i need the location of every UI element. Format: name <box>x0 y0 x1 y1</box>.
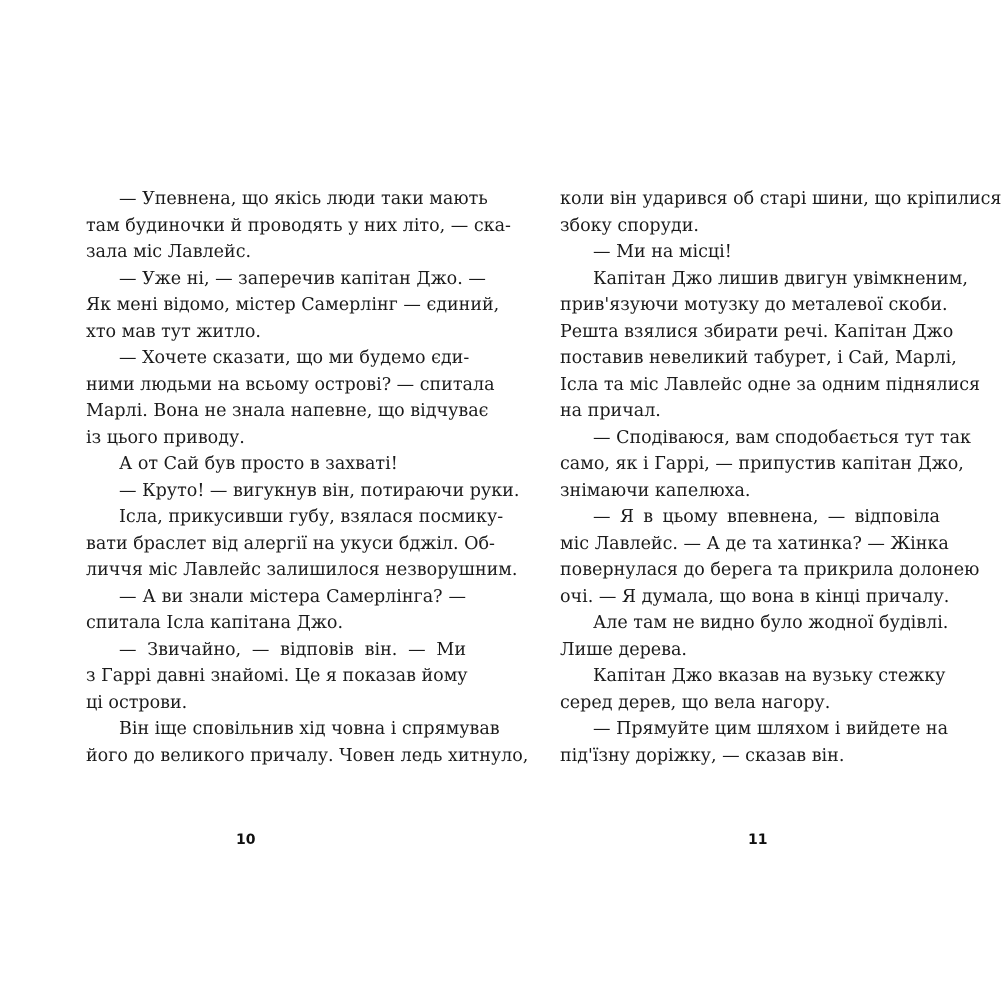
text-line: знімаючи капелюха. <box>560 480 751 501</box>
text-line: Але там не видно було жодної будівлі. <box>593 613 949 633</box>
text-line: ними людьми на всьому острові? — спитала <box>86 374 495 395</box>
text-line: само, як і Гаррі, — припустив капітан Джо, <box>560 454 964 474</box>
text-line: Решта взялися збирати речі. Капітан Джо <box>560 321 954 342</box>
text-line: прив'язуючи мотузку до металевої скоби. <box>560 295 948 315</box>
text-line: зала міс Лавлейс. <box>86 242 252 262</box>
text-line: — Сподіваюся, вам сподобається тут так <box>593 427 971 448</box>
text-line: Ісла, прикусивши губу, взялася посмику- <box>119 507 504 527</box>
text-line: поставив невеликий табурет, і Сай, Марлі, <box>560 348 957 368</box>
text-line: Ісла та міс Лавлейс одне за одним піднялися <box>560 374 981 395</box>
text-line: коли він ударився об старі шини, що кріпилися <box>560 189 1001 209</box>
text-line: Капітан Джо вказав на вузьку стежку <box>593 666 946 686</box>
right-page-text <box>560 186 1001 769</box>
text-line: — Круто! — вигукнув він, потираючи руки. <box>119 480 520 501</box>
text-line: серед дерев, що вела нагору. <box>560 692 831 713</box>
text-line: — Упевнена, що якісь люди таки мають <box>119 189 488 209</box>
text-line: там будиночки й проводять у них літо, — ска- <box>86 215 511 236</box>
text-line: із цього приводу. <box>86 427 245 448</box>
text-line: — А ви знали містера Самерлінга? — <box>119 586 466 607</box>
text-line: — Я в цьому впевнена, — відповіла <box>593 507 940 527</box>
page-number-left: 10 <box>236 832 256 848</box>
text-line: ці острови. <box>86 692 188 713</box>
left-page-text <box>86 186 529 769</box>
text-line: на причал. <box>560 401 661 421</box>
text-line: — Хочете сказати, що ми будемо єди- <box>119 348 470 368</box>
text-line: Як мені відомо, містер Самерлінг — єдиний, <box>86 295 500 315</box>
text-line: А от Сай був просто в захваті! <box>119 454 398 474</box>
text-line: під'їзну доріжку, — сказав він. <box>560 745 845 766</box>
text-line: Капітан Джо лишив двигун увімкненим, <box>593 268 968 289</box>
text-line: личчя міс Лавлейс залишилося незворушним. <box>86 560 518 580</box>
text-line: спитала Ісла капітана Джо. <box>86 613 344 633</box>
text-line: збоку споруди. <box>560 215 699 236</box>
text-line: хто мав тут житло. <box>86 321 261 342</box>
text-line: — Ми на місці! <box>593 242 732 262</box>
text-line: повернулася до берега та прикрила долонею <box>560 560 980 580</box>
text-line: — Прямуйте цим шляхом і вийдете на <box>593 719 949 739</box>
text-line: з Гаррі давні знайомі. Це я показав йому <box>86 666 468 686</box>
text-line: вати браслет від алергії на укуси бджіл. Об- <box>86 533 495 554</box>
text-line: міс Лавлейс. — А де та хатинка? — Жінка <box>560 533 949 554</box>
text-line: Він іще сповільнив хід човна і спрямував <box>119 719 500 739</box>
text-line: очі. — Я думала, що вона в кінці причалу. <box>560 586 950 607</box>
page-number-right: 11 <box>748 832 768 848</box>
text-line: Лише дерева. <box>560 639 687 660</box>
text-line: Марлі. Вона не знала напевне, що відчуває <box>86 401 489 421</box>
text-line: — Уже ні, — заперечив капітан Джо. — <box>119 268 486 289</box>
text-line: його до великого причалу. Човен ледь хитнуло, <box>86 745 529 766</box>
text-line: — Звичайно, — відповів він. — Ми <box>119 639 466 660</box>
